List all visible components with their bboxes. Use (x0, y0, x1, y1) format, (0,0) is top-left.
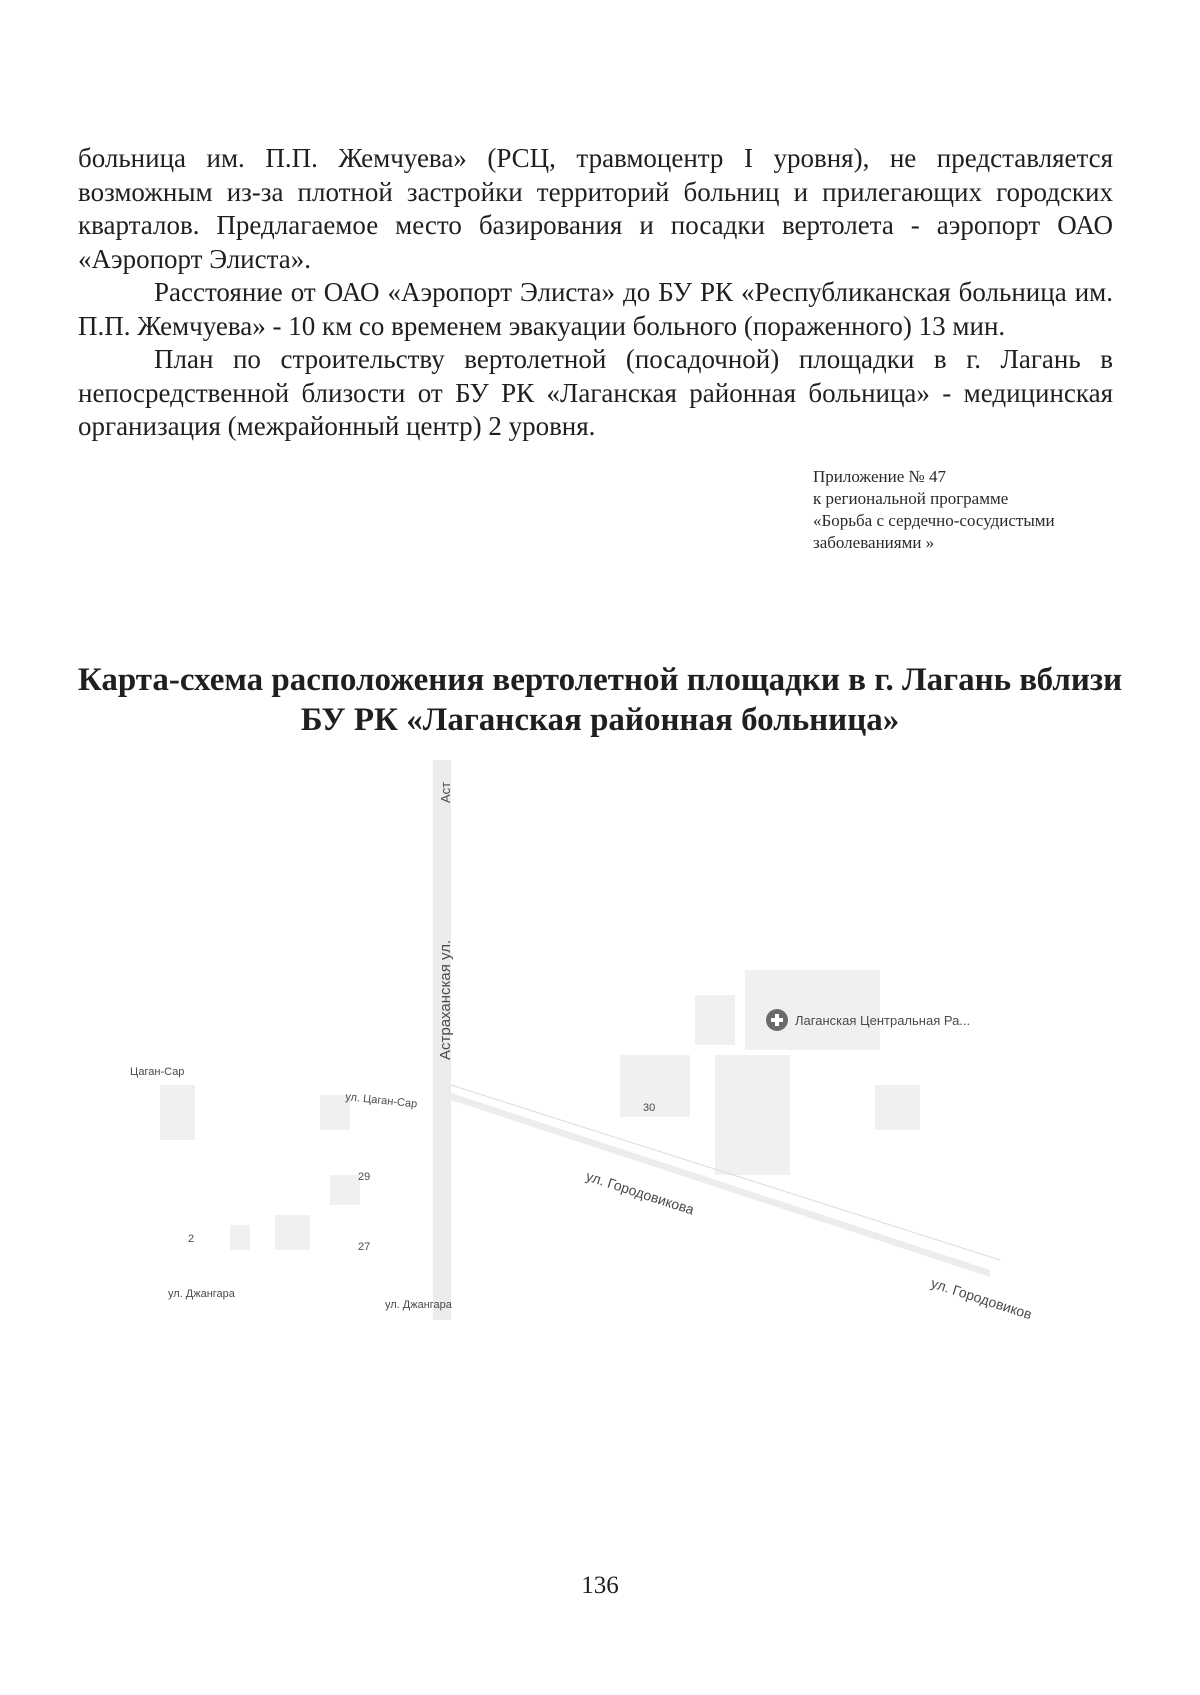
building-block (330, 1175, 360, 1205)
map-title-line: Карта-схема расположения вертолетной площадки в г. Лагань вблизи (77, 662, 1123, 698)
house-number: 2 (188, 1233, 195, 1245)
medical-cross-icon (766, 1009, 788, 1031)
street-label: ул. Джангара (385, 1299, 452, 1311)
street-label: ул. Цаган-Сар (344, 1091, 418, 1111)
map-canvas (130, 755, 1070, 1335)
paragraph: больница им. П.П. Жемчуева» (РСЦ, травмоцентр I уровня), не представляется возможным из-за плотной застройки территорий больниц и прилегающих городских кварталов. Предлагаемое место базирования и посадки вертолета - аэропорт ОАО «Аэропорт Элиста». (78, 143, 1113, 274)
building-block (275, 1215, 310, 1250)
page-number: 136 (581, 1572, 619, 1599)
house-number: 27 (358, 1241, 371, 1253)
building-block (745, 970, 880, 1050)
building-block (230, 1225, 250, 1250)
hospital-label: Лаганская Центральная Ра... (795, 1013, 971, 1028)
house-number: 30 (643, 1102, 656, 1114)
map-title-line: БУ РК «Лаганская районная больница» (300, 702, 900, 738)
building-block (695, 995, 735, 1045)
appendix-note (813, 466, 1143, 554)
appendix-line: «Борьба с сердечно-сосудистыми (813, 511, 1055, 530)
buildings (160, 970, 920, 1250)
street-label: ул. Джангара (168, 1288, 235, 1300)
appendix-line: к региональной программе (813, 489, 1009, 508)
street-label: Аст (438, 781, 453, 803)
paragraph: План по строительству вертолетной (посадочной) площадки в г. Лагань в непосредственной близости от БУ РК «Лаганская районная больница» - медицинская организация (межрайонный центр) 2 уровня. (78, 344, 1113, 441)
paragraph: Расстояние от ОАО «Аэропорт Элиста» до БУ РК «Республиканская больница им. П.П. Жемчуева» - 10 км со временем эвакуации больного (пораженного) 13 мин. (78, 277, 1113, 341)
building-block (715, 1055, 790, 1175)
street-label: ул. Городовикова (584, 1167, 697, 1218)
appendix-line: Приложение № 47 (813, 467, 946, 486)
body-text (78, 142, 1113, 444)
street-label: ул. Городовиков (929, 1274, 1034, 1323)
building-block (875, 1085, 920, 1130)
map (130, 755, 1070, 1335)
street-label: Астраханская ул. (437, 939, 454, 1060)
house-number: 29 (358, 1171, 371, 1183)
map-title (60, 660, 1140, 740)
street-label: Цаган-Сар (130, 1066, 185, 1078)
appendix-line: заболеваниями » (813, 533, 935, 552)
building-block (160, 1085, 195, 1140)
